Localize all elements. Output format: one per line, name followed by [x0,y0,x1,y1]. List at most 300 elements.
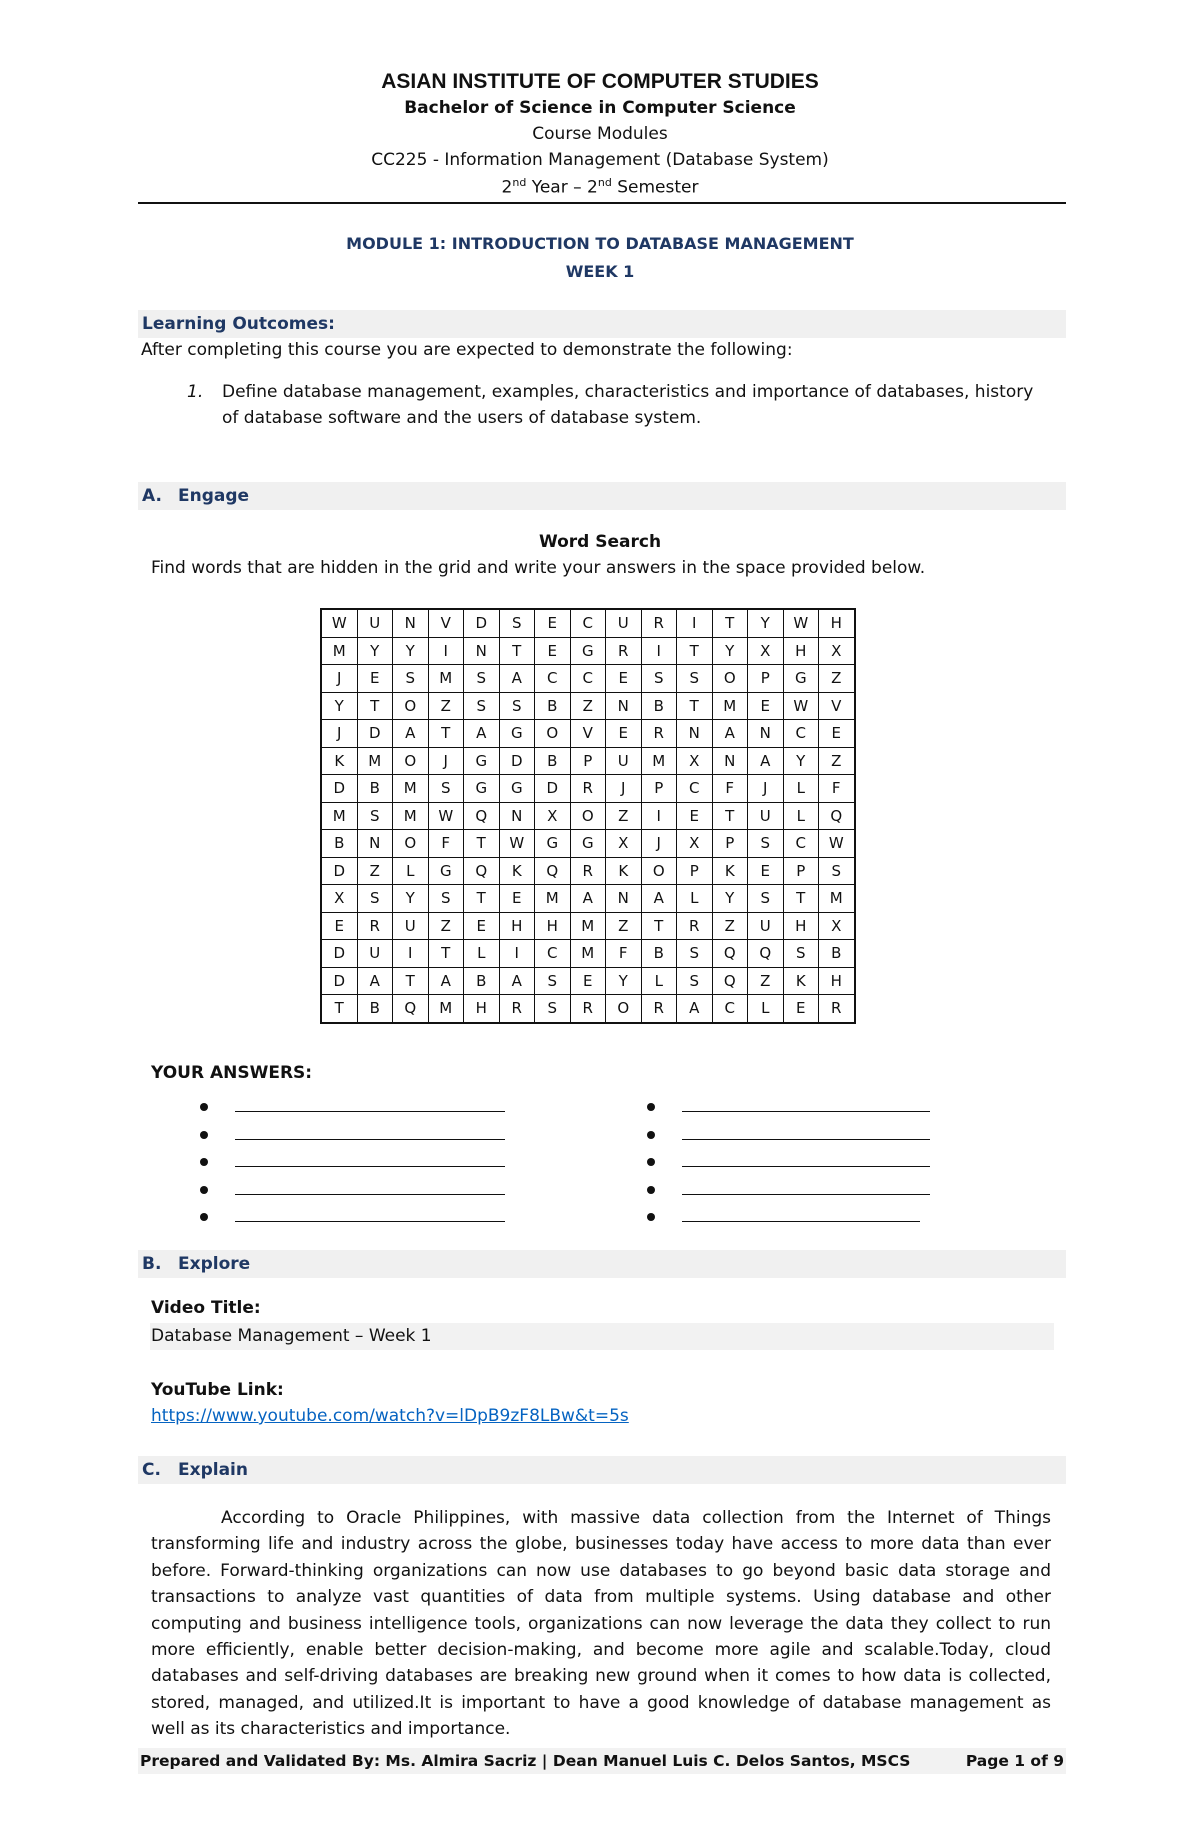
grid-cell: S [677,940,713,968]
grid-cell: S [748,885,784,913]
grid-cell: G [535,830,571,858]
grid-cell: R [606,637,642,665]
grid-cell: L [783,802,819,830]
grid-row [321,747,855,775]
grid-cell: M [393,802,429,830]
grid-cell: P [570,747,606,775]
answer-slot[interactable] [200,1125,510,1152]
grid-cell: E [748,692,784,720]
institute-name: ASIAN INSTITUTE OF COMPUTER STUDIES [381,70,819,93]
answer-slot[interactable] [200,1152,510,1179]
grid-cell: O [393,692,429,720]
grid-cell: G [499,775,535,803]
grid-cell: C [570,609,606,637]
grid-cell: P [748,665,784,693]
answer-slot[interactable] [647,1097,937,1124]
grid-cell: T [712,802,748,830]
grid-cell: T [712,609,748,637]
grid-cell: L [783,775,819,803]
grid-cell: X [819,912,855,940]
video-title-value: Database Management – Week 1 [151,1326,432,1346]
grid-cell: F [712,775,748,803]
grid-cell: N [393,609,429,637]
outcome-text-line-1: Define database management, examples, characteristics and importance of databases, history [222,382,1034,402]
grid-cell: M [428,995,464,1023]
grid-cell: A [570,885,606,913]
grid-cell: R [641,609,677,637]
grid-cell: M [428,665,464,693]
grid-cell: I [393,940,429,968]
grid-cell: H [819,609,855,637]
grid-cell: L [748,995,784,1023]
grid-cell: H [783,637,819,665]
grid-cell: K [499,857,535,885]
grid-cell: T [464,830,500,858]
program-name: Bachelor of Science in Computer Science [404,98,796,118]
answer-line[interactable] [682,1166,930,1167]
answer-slot[interactable] [200,1207,510,1234]
bullet-icon [200,1158,208,1166]
grid-cell: E [321,912,357,940]
grid-cell: M [393,775,429,803]
grid-cell: I [677,609,713,637]
engage-heading: A. Engage [142,486,250,506]
grid-cell: Y [783,747,819,775]
answer-slot[interactable] [200,1097,510,1124]
grid-cell: P [641,775,677,803]
answer-line[interactable] [682,1194,930,1195]
grid-cell: W [499,830,535,858]
grid-row [321,885,855,913]
grid-cell: N [606,885,642,913]
grid-cell: C [570,665,606,693]
explain-section-bar [138,1456,1066,1484]
grid-cell: B [535,747,571,775]
grid-cell: X [677,747,713,775]
grid-cell: V [819,692,855,720]
grid-cell: L [677,885,713,913]
grid-cell: B [641,940,677,968]
engage-section-bar [138,482,1066,510]
grid-cell: C [783,830,819,858]
grid-cell: Z [428,692,464,720]
grid-cell: N [499,802,535,830]
grid-cell: E [464,912,500,940]
grid-cell: Y [393,885,429,913]
grid-row [321,665,855,693]
grid-cell: D [357,720,393,748]
grid-row [321,967,855,995]
grid-cell: S [677,967,713,995]
grid-row [321,940,855,968]
grid-cell: O [570,802,606,830]
grid-cell: J [748,775,784,803]
grid-cell: R [677,912,713,940]
word-search-title: Word Search [538,532,662,552]
grid-cell: Y [321,692,357,720]
grid-cell: C [535,940,571,968]
grid-cell: A [357,967,393,995]
answer-line[interactable] [235,1139,505,1140]
grid-cell: G [570,637,606,665]
outcome-number: 1. [187,382,204,402]
grid-cell: S [428,885,464,913]
document-type: Course Modules [532,124,668,144]
grid-cell: B [321,830,357,858]
grid-cell: X [819,637,855,665]
header-divider [138,202,1066,204]
grid-cell: S [783,940,819,968]
grid-cell: R [570,775,606,803]
grid-cell: D [535,775,571,803]
grid-row [321,637,855,665]
grid-cell: Q [712,967,748,995]
footer-prepared-by: Prepared and Validated By: Ms. Almira Sacriz | Dean Manuel Luis C. Delos Santos, MSCS [140,1752,911,1770]
grid-cell: Z [606,802,642,830]
grid-cell: I [641,637,677,665]
grid-cell: G [428,857,464,885]
grid-row [321,830,855,858]
grid-cell: Z [819,665,855,693]
grid-cell: Y [748,609,784,637]
grid-cell: S [464,665,500,693]
grid-cell: C [677,775,713,803]
answer-line[interactable] [235,1194,505,1195]
grid-cell: S [464,692,500,720]
grid-cell: U [606,747,642,775]
explain-heading: C. Explain [142,1460,248,1480]
grid-cell: N [677,720,713,748]
grid-cell: N [748,720,784,748]
grid-cell: P [712,830,748,858]
grid-cell: J [606,775,642,803]
grid-cell: N [357,830,393,858]
grid-cell: Z [712,912,748,940]
grid-cell: B [357,775,393,803]
grid-cell: X [535,802,571,830]
grid-cell: I [641,802,677,830]
grid-cell: I [499,940,535,968]
grid-cell: T [677,692,713,720]
grid-cell: T [428,720,464,748]
grid-cell: H [499,912,535,940]
grid-cell: T [677,637,713,665]
grid-cell: O [712,665,748,693]
grid-cell: G [499,720,535,748]
grid-cell: O [535,720,571,748]
grid-cell: Z [570,692,606,720]
grid-cell: S [677,665,713,693]
answer-slot[interactable] [647,1180,937,1207]
bullet-icon [200,1186,208,1194]
grid-cell: S [499,609,535,637]
grid-cell: W [321,609,357,637]
grid-row [321,609,855,637]
grid-cell: Q [819,802,855,830]
grid-cell: B [357,995,393,1023]
grid-cell: S [357,802,393,830]
answer-slot[interactable] [647,1152,937,1179]
grid-cell: T [499,637,535,665]
grid-cell: A [428,967,464,995]
grid-cell: E [606,665,642,693]
grid-cell: T [428,940,464,968]
grid-cell: Q [393,995,429,1023]
grid-cell: J [428,747,464,775]
bullet-icon [647,1158,655,1166]
grid-cell: T [357,692,393,720]
grid-cell: G [570,830,606,858]
year-semester: 2nd Year – 2nd Semester [501,176,699,198]
grid-cell: D [499,747,535,775]
explore-heading: B. Explore [142,1254,251,1274]
grid-cell: A [393,720,429,748]
grid-cell: A [464,720,500,748]
grid-cell: M [641,747,677,775]
grid-cell: I [428,637,464,665]
word-search-instructions: Find words that are hidden in the grid and write your answers in the space provided below. [151,558,926,578]
answer-line[interactable] [235,1111,505,1112]
grid-cell: A [748,747,784,775]
grid-cell: G [464,747,500,775]
explain-paragraph-text: According to Oracle Philippines, with massive data collection from the Internet of Things transforming life and industry across the globe, businesses today have access to more data than ever before. Forward-thinking organizations can now use databases to go beyond basic data storage and transactions to analyze vast quantities of data from multiple systems. Using database and other computing and business intelligence tools, organizations can now leverage the data they collect to run more efficiently, enable better decision-making, and become more agile and scalable.Today, cloud databases and self-driving databases are breaking new ground when it comes to how data is collected, stored, managed, and utilized.It is important to have a good knowledge of database management as well as its characteristics and importance. [151,1508,1051,1740]
grid-cell: B [819,940,855,968]
grid-cell: Z [819,747,855,775]
answers-label: YOUR ANSWERS: [151,1063,313,1083]
grid-cell: M [819,885,855,913]
grid-cell: M [570,912,606,940]
grid-cell: S [393,665,429,693]
grid-cell: B [464,967,500,995]
grid-cell: E [357,665,393,693]
grid-cell: A [499,665,535,693]
grid-cell: T [783,885,819,913]
grid-cell: O [393,747,429,775]
grid-cell: E [677,802,713,830]
grid-cell: X [677,830,713,858]
grid-cell: W [819,830,855,858]
explore-section-bar [138,1250,1066,1278]
grid-cell: C [535,665,571,693]
grid-cell: Q [464,802,500,830]
grid-cell: R [819,995,855,1023]
grid-cell: A [499,967,535,995]
grid-cell: G [783,665,819,693]
explain-paragraph [151,1505,1051,1743]
grid-cell: Q [748,940,784,968]
bullet-icon [647,1186,655,1194]
grid-cell: U [748,802,784,830]
bullet-icon [647,1213,655,1221]
grid-cell: N [712,747,748,775]
grid-cell: Z [428,912,464,940]
grid-cell: G [464,775,500,803]
grid-cell: P [783,857,819,885]
grid-cell: Z [606,912,642,940]
grid-cell: L [393,857,429,885]
grid-cell: S [499,692,535,720]
bullet-icon [200,1131,208,1139]
grid-cell: S [428,775,464,803]
grid-cell: Y [712,637,748,665]
grid-cell: S [748,830,784,858]
grid-cell: M [321,637,357,665]
grid-cell: A [641,885,677,913]
grid-cell: T [641,912,677,940]
grid-cell: E [535,609,571,637]
footer-page-number: Page 1 of 9 [965,1752,1064,1770]
grid-row [321,802,855,830]
grid-cell: U [357,609,393,637]
grid-cell: D [321,775,357,803]
grid-row [321,720,855,748]
answer-line[interactable] [682,1221,920,1222]
grid-cell: W [783,692,819,720]
answer-line[interactable] [235,1166,505,1167]
grid-cell: A [712,720,748,748]
grid-cell: Y [712,885,748,913]
grid-cell: R [570,857,606,885]
outcome-text-line-2: of database software and the users of database system. [222,408,702,428]
week-label: WEEK 1 [565,262,635,281]
grid-cell: B [641,692,677,720]
youtube-link[interactable]: https://www.youtube.com/watch?v=lDpB9zF8LBw&t=5s [151,1406,629,1426]
grid-cell: T [321,995,357,1023]
grid-cell: C [712,995,748,1023]
grid-cell: S [641,665,677,693]
grid-cell: P [677,857,713,885]
grid-row [321,912,855,940]
grid-cell: L [641,967,677,995]
grid-cell: Q [464,857,500,885]
grid-cell: J [641,830,677,858]
video-title-label: Video Title: [151,1298,261,1318]
grid-cell: Q [712,940,748,968]
grid-cell: E [535,637,571,665]
grid-cell: H [464,995,500,1023]
grid-row [321,995,855,1023]
grid-row [321,857,855,885]
grid-cell: X [606,830,642,858]
grid-cell: U [357,940,393,968]
grid-cell: Y [393,637,429,665]
grid-cell: H [783,912,819,940]
grid-cell: K [712,857,748,885]
grid-cell: M [357,747,393,775]
grid-cell: M [712,692,748,720]
grid-cell: U [606,609,642,637]
grid-cell: H [819,967,855,995]
answer-slot[interactable] [647,1207,937,1234]
bullet-icon [200,1103,208,1111]
grid-cell: F [606,940,642,968]
grid-cell: N [464,637,500,665]
grid-cell: H [535,912,571,940]
grid-cell: M [570,940,606,968]
grid-cell: J [321,665,357,693]
grid-cell: K [606,857,642,885]
grid-cell: S [535,967,571,995]
grid-cell: T [464,885,500,913]
answer-slot[interactable] [647,1125,937,1152]
learning-outcomes-intro: After completing this course you are expected to demonstrate the following: [141,340,793,360]
grid-cell: K [321,747,357,775]
grid-cell: U [748,912,784,940]
grid-cell: S [819,857,855,885]
grid-cell: K [783,967,819,995]
answer-line[interactable] [682,1111,930,1112]
answer-line[interactable] [235,1221,505,1222]
grid-cell: S [357,885,393,913]
grid-cell: E [748,857,784,885]
grid-cell: Y [357,637,393,665]
learning-outcomes-heading: Learning Outcomes: [142,314,335,334]
grid-cell: J [321,720,357,748]
grid-cell: X [748,637,784,665]
grid-cell: E [783,995,819,1023]
grid-cell: O [393,830,429,858]
grid-cell: R [641,995,677,1023]
grid-cell: Z [748,967,784,995]
grid-cell: E [819,720,855,748]
youtube-link-label: YouTube Link: [151,1380,284,1400]
grid-cell: E [570,967,606,995]
module-title: MODULE 1: INTRODUCTION TO DATABASE MANAGEMENT [346,234,854,253]
grid-cell: D [321,940,357,968]
grid-cell: M [535,885,571,913]
grid-cell: V [428,609,464,637]
grid-cell: C [783,720,819,748]
grid-row [321,775,855,803]
grid-cell: R [357,912,393,940]
bullet-icon [647,1103,655,1111]
grid-cell: E [499,885,535,913]
grid-cell: E [606,720,642,748]
grid-cell: O [641,857,677,885]
bullet-icon [647,1131,655,1139]
grid-cell: B [535,692,571,720]
grid-cell: O [606,995,642,1023]
grid-cell: V [570,720,606,748]
grid-cell: R [570,995,606,1023]
grid-cell: D [321,967,357,995]
grid-cell: D [464,609,500,637]
grid-cell: R [499,995,535,1023]
grid-cell: A [677,995,713,1023]
grid-cell: N [606,692,642,720]
answer-line[interactable] [682,1139,930,1140]
grid-cell: T [393,967,429,995]
grid-cell: X [321,885,357,913]
grid-cell: L [464,940,500,968]
grid-cell: F [428,830,464,858]
grid-cell: D [321,857,357,885]
grid-cell: Q [535,857,571,885]
grid-cell: R [641,720,677,748]
grid-cell: U [393,912,429,940]
grid-cell: F [819,775,855,803]
bullet-icon [200,1213,208,1221]
answer-slot[interactable] [200,1180,510,1207]
word-search-grid [320,608,856,1024]
grid-cell: Z [357,857,393,885]
grid-cell: M [321,802,357,830]
grid-cell: W [428,802,464,830]
grid-cell: S [535,995,571,1023]
course-title: CC225 - Information Management (Database System) [371,150,829,170]
grid-row [321,692,855,720]
grid-cell: W [783,609,819,637]
